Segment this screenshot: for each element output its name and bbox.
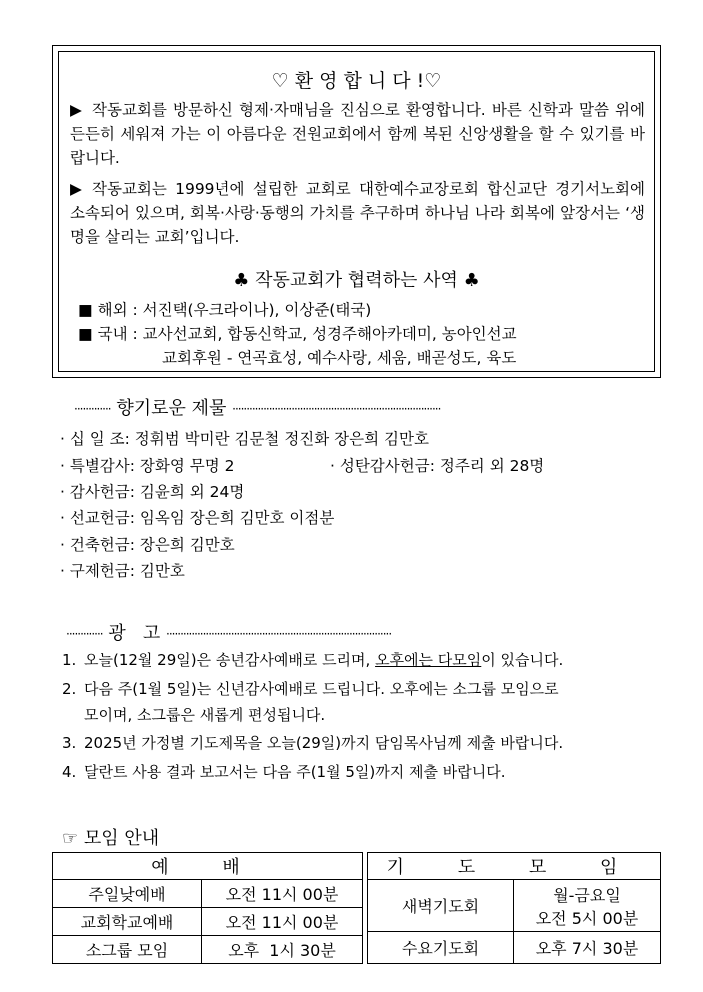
- domestic-value-2: 교회후원 - 연곡효성, 예수사랑, 세움, 배곧성도, 육도: [162, 349, 517, 367]
- prayer-time: 월-금요일 오전 5시 00분: [514, 880, 661, 932]
- welcome-paragraph-1: [70, 98, 645, 170]
- worship-name: 소그룹 모임: [53, 936, 202, 964]
- dotted-leader: ·············: [74, 402, 111, 416]
- notice-item-4: 4. 달란트 사용 결과 보고서는 다음 주(1월 5일)까지 제출 바랍니다.: [62, 763, 506, 781]
- dotted-leader: ················································································: [166, 627, 392, 641]
- worship-name: 교회학교예배: [53, 908, 202, 936]
- dotted-leader: ··········································································: [232, 402, 441, 416]
- offering-item: · 특별감사: 장화영 무명 2: [60, 457, 235, 475]
- meetings-heading-row: [62, 824, 159, 850]
- dotted-leader: ·············: [66, 627, 103, 641]
- prayer-table: [367, 852, 661, 964]
- mission-domestic: [78, 322, 638, 346]
- overseas-value: 서진택(우크라이나), 이상준(태국): [142, 301, 372, 319]
- mission-overseas: [78, 298, 638, 322]
- worship-time: 오후 1시 30분: [202, 936, 363, 964]
- notice-item-1: 1. 오늘(12월 29일)은 송년감사예배로 드리며, 오후에는 다모임이 있습니다.: [62, 651, 564, 669]
- triangle-bullet-icon: ▶: [70, 101, 82, 119]
- worship-header: 예 배: [53, 853, 363, 880]
- notice-item-2: 2. 다음 주(1월 5일)는 신년감사예배로 드립니다. 오후에는 소그룹 모임으로 모이며, 소그룹은 새롭게 편성됩니다.: [62, 680, 559, 724]
- overseas-label: 해외 :: [97, 301, 138, 319]
- offering-item-christmas: · 성탄감사헌금: 정주리 외 28명: [330, 457, 545, 475]
- prayer-time: 오후 7시 30분: [514, 932, 661, 964]
- offering-item: · 감사헌금: 김윤희 외 24명: [60, 483, 245, 501]
- meetings-heading: 모임 안내: [83, 828, 160, 849]
- welcome-text-1: 작동교회를 방문하신 형제·자매님을 진심으로 환영합니다. 바른 신학과 말씀 위에 든든히 세워져 가는 이 아름다운 전원교회에서 함께 복된 신앙생활을 할 수 있기를 바랍니다.: [70, 101, 645, 167]
- offering-item: · 선교헌금: 임옥임 장은희 김만호 이점분: [60, 509, 335, 527]
- offering-item: · 건축헌금: 장은희 김만호: [60, 536, 235, 554]
- domestic-value-1: 교사선교회, 합동신학교, 성경주해아카데미, 농아인선교: [142, 325, 517, 343]
- notices-heading: 광 고: [108, 623, 161, 644]
- square-bullet-icon: ■: [78, 325, 93, 343]
- welcome-text-2: 작동교회는 1999년에 설립한 교회로 대한예수교장로회 합신교단 경기서노회에 소속되어 있으며, 회복·사랑·동행의 가치를 추구하며 하나님 나라 회복에 앞장서는 ‘생명을 살리는 교회’입니다.: [70, 180, 645, 246]
- offerings-heading-row: [74, 394, 440, 420]
- domestic-label: 국내 :: [97, 325, 138, 343]
- worship-time: 오전 11시 00분: [202, 908, 363, 936]
- offering-item: · 구제헌금: 김만호: [60, 562, 185, 580]
- offerings-heading: 향기로운 제물: [116, 398, 227, 419]
- welcome-title: ♡ 환 영 합 니 다 !♡: [271, 70, 442, 92]
- square-bullet-icon: ■: [78, 301, 93, 319]
- triangle-bullet-icon: ▶: [70, 180, 82, 198]
- welcome-paragraph-2: [70, 177, 645, 249]
- worship-table: [52, 852, 363, 964]
- notices-heading-row: [66, 619, 391, 645]
- offering-item: · 십 일 조: 정휘범 박미란 김문철 정진화 장은희 김만호: [60, 430, 429, 448]
- notice-item-3: 3. 2025년 가정별 기도제목을 오늘(29일)까지 담임목사님께 제출 바랍니다.: [62, 734, 564, 752]
- prayer-header: 기 도 모 임: [368, 853, 661, 880]
- worship-name: 주일낮예배: [53, 880, 202, 908]
- pointing-hand-icon: ☞: [62, 828, 79, 849]
- prayer-name: 새벽기도회: [368, 880, 514, 932]
- mission-title: ♣ 작동교회가 협력하는 사역 ♣: [233, 270, 480, 291]
- prayer-name: 수요기도회: [368, 932, 514, 964]
- worship-time: 오전 11시 00분: [202, 880, 363, 908]
